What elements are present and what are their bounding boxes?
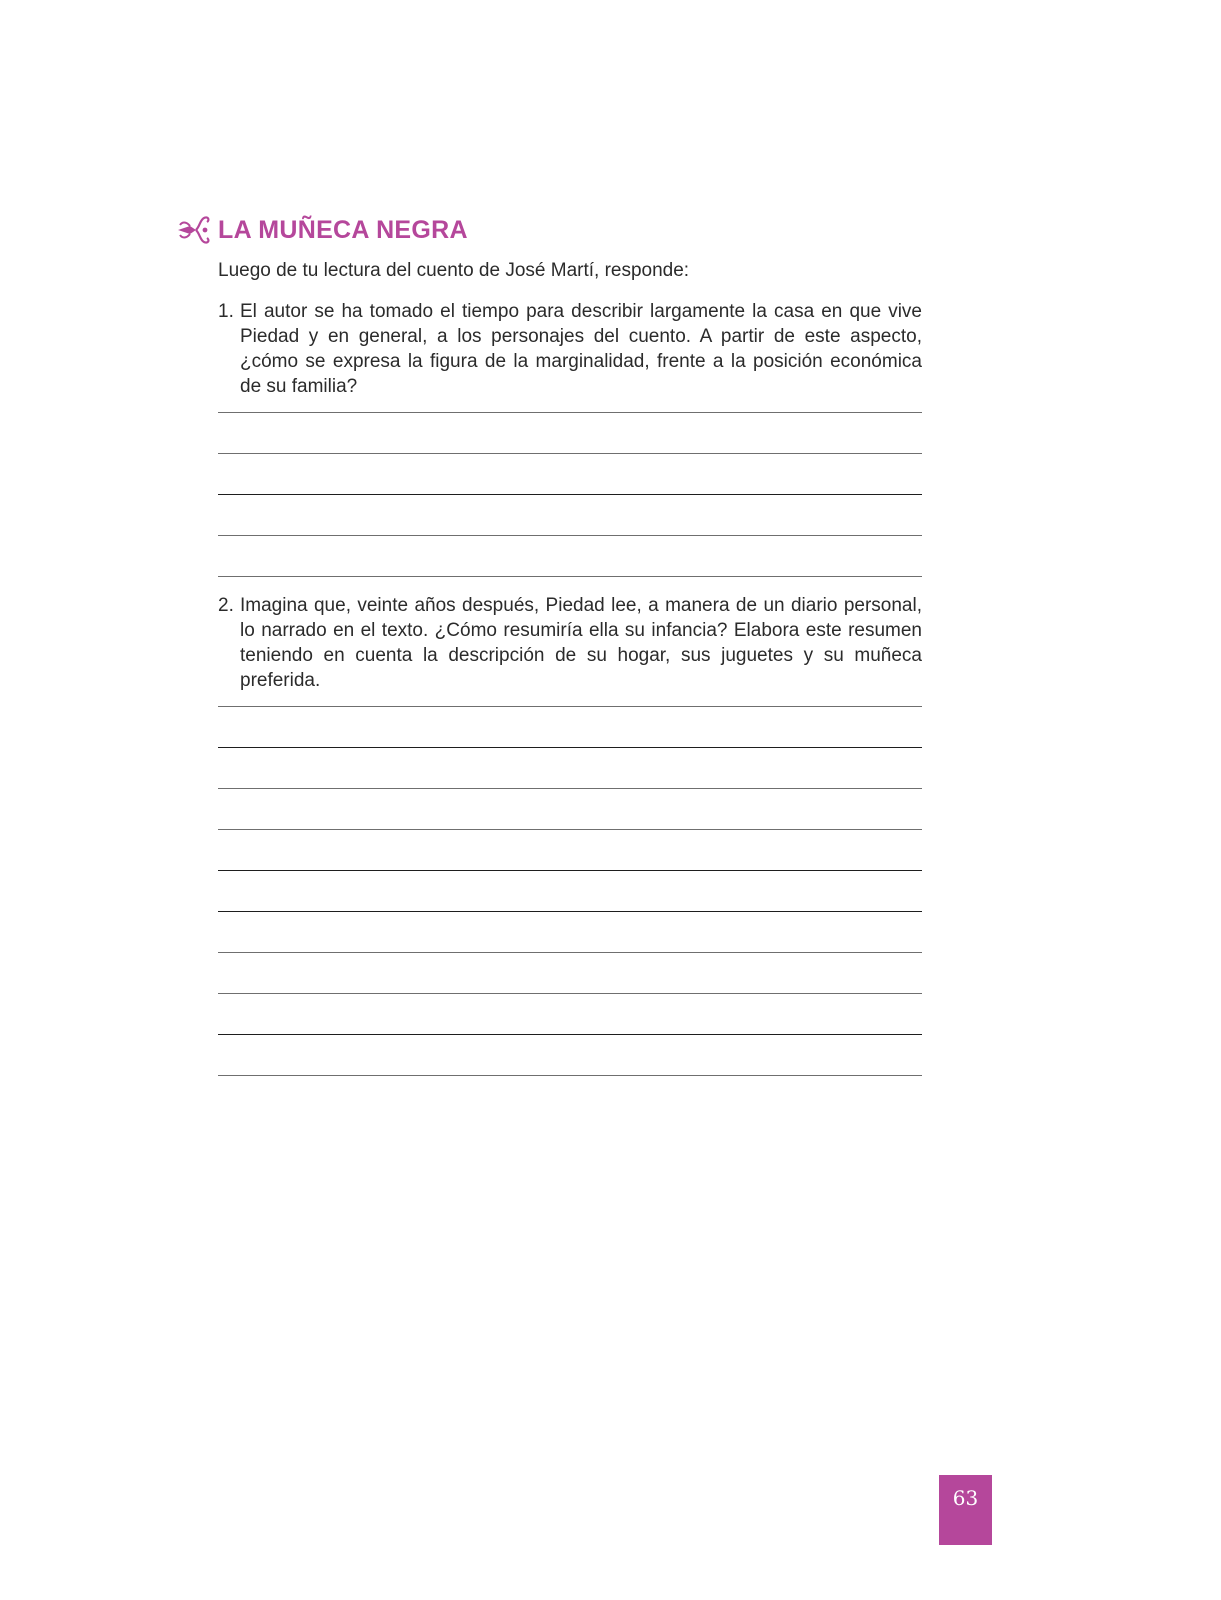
answer-line[interactable] <box>218 535 922 536</box>
answer-line[interactable] <box>218 494 922 495</box>
answer-line[interactable] <box>218 993 922 994</box>
section-title: LA MUÑECA NEGRA <box>218 215 468 244</box>
question-1 <box>218 299 922 399</box>
question-number: 2. <box>218 595 234 616</box>
answer-line[interactable] <box>218 911 922 912</box>
answer-line[interactable] <box>218 412 922 413</box>
answer-line[interactable] <box>218 1034 922 1035</box>
answer-line[interactable] <box>218 952 922 953</box>
answer-line[interactable] <box>218 706 922 707</box>
answer-line[interactable] <box>218 453 922 454</box>
page-number: 63 <box>939 1475 992 1545</box>
answer-line[interactable] <box>218 870 922 871</box>
intro-text: Luego de tu lectura del cuento de José Martí, responde: <box>218 260 690 281</box>
fleur-ornament-icon <box>176 212 212 248</box>
question-text: Imagina que, veinte años después, Piedad lee, a manera de un diario personal, lo narrado en el texto. ¿Cómo resumiría ella su infancia? Elabora este resumen teniendo en cuenta la descripción de su hogar, sus juguetes y su muñeca preferida. <box>240 595 922 691</box>
answer-line[interactable] <box>218 1075 922 1076</box>
answer-line[interactable] <box>218 576 922 577</box>
answer-line[interactable] <box>218 788 922 789</box>
question-number: 1. <box>218 301 234 322</box>
section-heading <box>176 212 468 248</box>
question-2 <box>218 593 922 693</box>
question-text: El autor se ha tomado el tiempo para describir largamente la casa en que vive Piedad y en general, a los personajes del cuento. A partir de este aspecto, ¿cómo se expresa la figura de la marginalidad, frente a la posición económica de su familia? <box>240 301 922 397</box>
answer-line[interactable] <box>218 747 922 748</box>
answer-line[interactable] <box>218 829 922 830</box>
